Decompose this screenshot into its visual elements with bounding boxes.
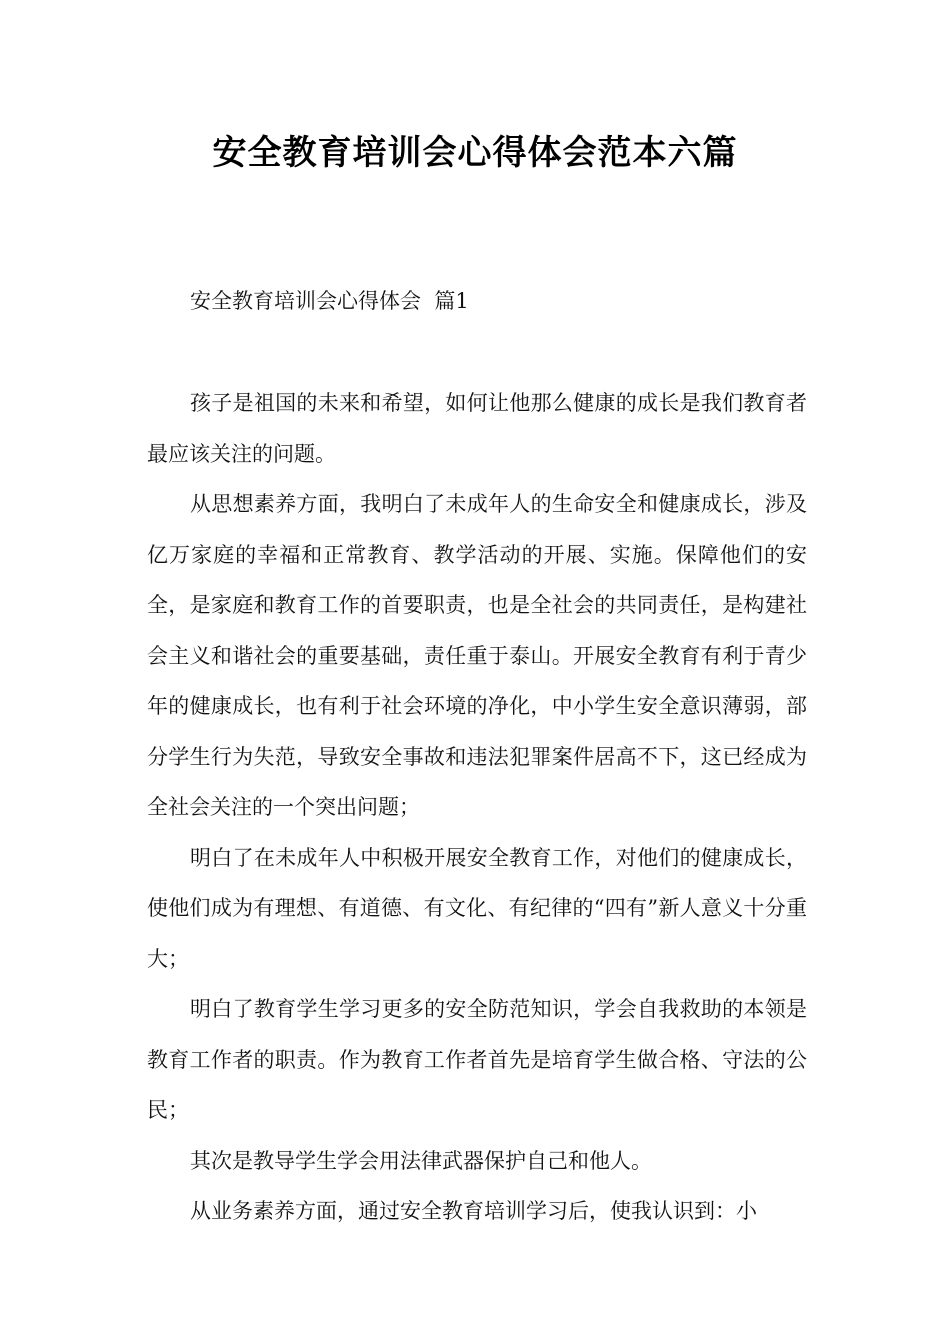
- paragraph: 明白了在未成年人中积极开展安全教育工作，对他们的健康成长，使他们成为有理想、有道德、有文化、有纪律的“四有”新人意义十分重大；: [147, 845, 807, 971]
- paragraph: 从思想素养方面，我明白了未成年人的生命安全和健康成长，涉及亿万家庭的幸福和正常教育、教学活动的开展、实施。保障他们的安全，是家庭和教育工作的首要职责，也是全社会的共同责任，是构建社会主义和谐社会的重要基础，责任重于泰山。开展安全教育有利于青少年的健康成长，也有利于社会环境的净化，中小学生安全意识薄弱，部分学生行为失范，导致安全事故和违法犯罪案件居高不下，这已经成为全社会关注的一个突出问题；: [147, 492, 807, 819]
- paragraph: 孩子是祖国的未来和希望，如何让他那么健康的成长是我们教育者最应该关注的问题。: [147, 391, 807, 466]
- paragraph: 其次是教导学生学会用法律武器保护自己和他人。: [190, 1148, 652, 1173]
- section-heading: 安全教育培训会心得体会 篇1: [190, 289, 469, 313]
- body-text: [147, 378, 807, 1237]
- paragraph: 明白了教育学生学习更多的安全防范知识，学会自我救助的本领是教育工作者的职责。作为教育工作者首先是培育学生做合格、守法的公民；: [147, 997, 807, 1122]
- paragraph: 从业务素养方面，通过安全教育培训学习后，使我认识到：小: [190, 1199, 757, 1223]
- document-title: 安全教育培训会心得体会范本六篇: [212, 133, 738, 173]
